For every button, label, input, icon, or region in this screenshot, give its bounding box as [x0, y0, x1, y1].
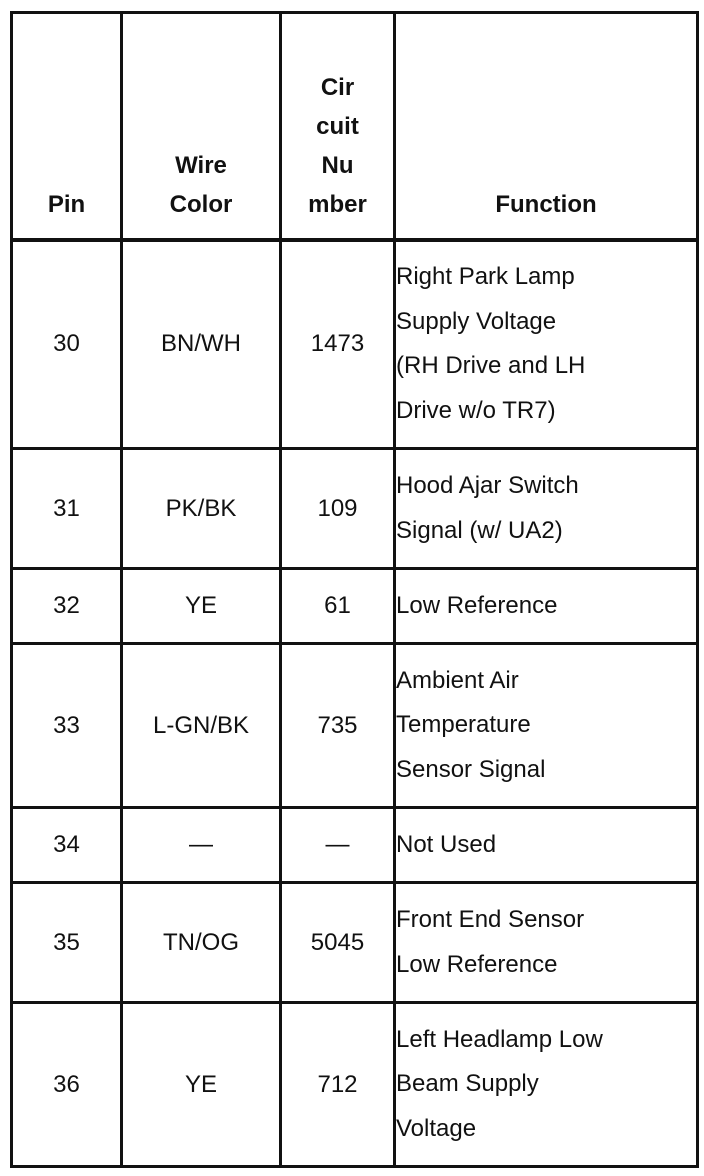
function-line: Low Reference [396, 591, 558, 619]
wire-color-cell: — [122, 808, 281, 883]
function-line: Voltage [396, 1114, 477, 1142]
header-circuit-line: cuit [316, 112, 359, 140]
function-cell [395, 1003, 698, 1167]
function-line: Hood Ajar Switch [396, 472, 579, 499]
header-circuit-number [281, 13, 395, 240]
function-line: Temperature [396, 711, 531, 739]
pin-cell: 36 [12, 1003, 122, 1167]
circuit-cell: — [281, 808, 395, 883]
pin-cell: 35 [12, 883, 122, 1003]
header-wire-color [122, 13, 281, 240]
wire-color-cell: TN/OG [122, 883, 281, 1003]
function-line: Ambient Air [396, 666, 519, 694]
pin-cell: 31 [12, 449, 122, 569]
function-line: Supply Voltage [396, 307, 557, 335]
wire-color-cell: BN/WH [122, 240, 281, 449]
circuit-cell: 735 [281, 644, 395, 808]
function-cell [395, 449, 698, 569]
header-circuit-line: Cir [320, 73, 355, 101]
table-row [12, 1003, 698, 1167]
pin-cell: 30 [12, 240, 122, 449]
wire-color-cell: PK/BK [122, 449, 281, 569]
header-function-line: Function [495, 190, 597, 218]
header-circuit-line: mber [308, 190, 367, 218]
function-line: Right Park Lamp [396, 263, 575, 291]
pin-cell: 34 [12, 808, 122, 883]
function-cell [395, 240, 698, 449]
function-line: Sensor Signal [396, 755, 546, 783]
function-cell [395, 644, 698, 808]
table-row [12, 449, 698, 569]
table-row [12, 808, 698, 883]
pin-cell: 32 [12, 569, 122, 644]
function-line: Beam Supply [396, 1070, 539, 1098]
header-wire-color-line: Color [169, 190, 233, 218]
function-line: Low Reference [396, 950, 558, 978]
pin-cell: 33 [12, 644, 122, 808]
function-line: Front End Sensor [396, 906, 585, 933]
function-cell [395, 883, 698, 1003]
function-line: Signal (w/ UA2) [396, 516, 563, 544]
function-cell [395, 569, 698, 644]
header-pin-line: Pin [47, 190, 86, 218]
circuit-cell: 1473 [281, 240, 395, 449]
header-wire-color-line: Wire [175, 151, 227, 179]
table-row [12, 240, 698, 449]
circuit-cell: 61 [281, 569, 395, 644]
wire-color-cell: YE [122, 1003, 281, 1167]
circuit-cell: 109 [281, 449, 395, 569]
function-line: Left Headlamp Low [396, 1025, 603, 1053]
circuit-cell: 5045 [281, 883, 395, 1003]
circuit-cell: 712 [281, 1003, 395, 1167]
table-row [12, 644, 698, 808]
function-cell [395, 808, 698, 883]
function-line: Not Used [396, 830, 497, 858]
header-function [395, 13, 698, 240]
table-row [12, 883, 698, 1003]
header-circuit-line: Nu [321, 151, 354, 179]
table-row [12, 569, 698, 644]
header-row [12, 13, 698, 240]
wire-color-cell: L-GN/BK [122, 644, 281, 808]
connector-pinout-table [10, 11, 699, 1168]
header-pin [12, 13, 122, 240]
function-line: (RH Drive and LH [396, 352, 586, 380]
wire-color-cell: YE [122, 569, 281, 644]
function-line: Drive w/o TR7) [396, 396, 556, 424]
